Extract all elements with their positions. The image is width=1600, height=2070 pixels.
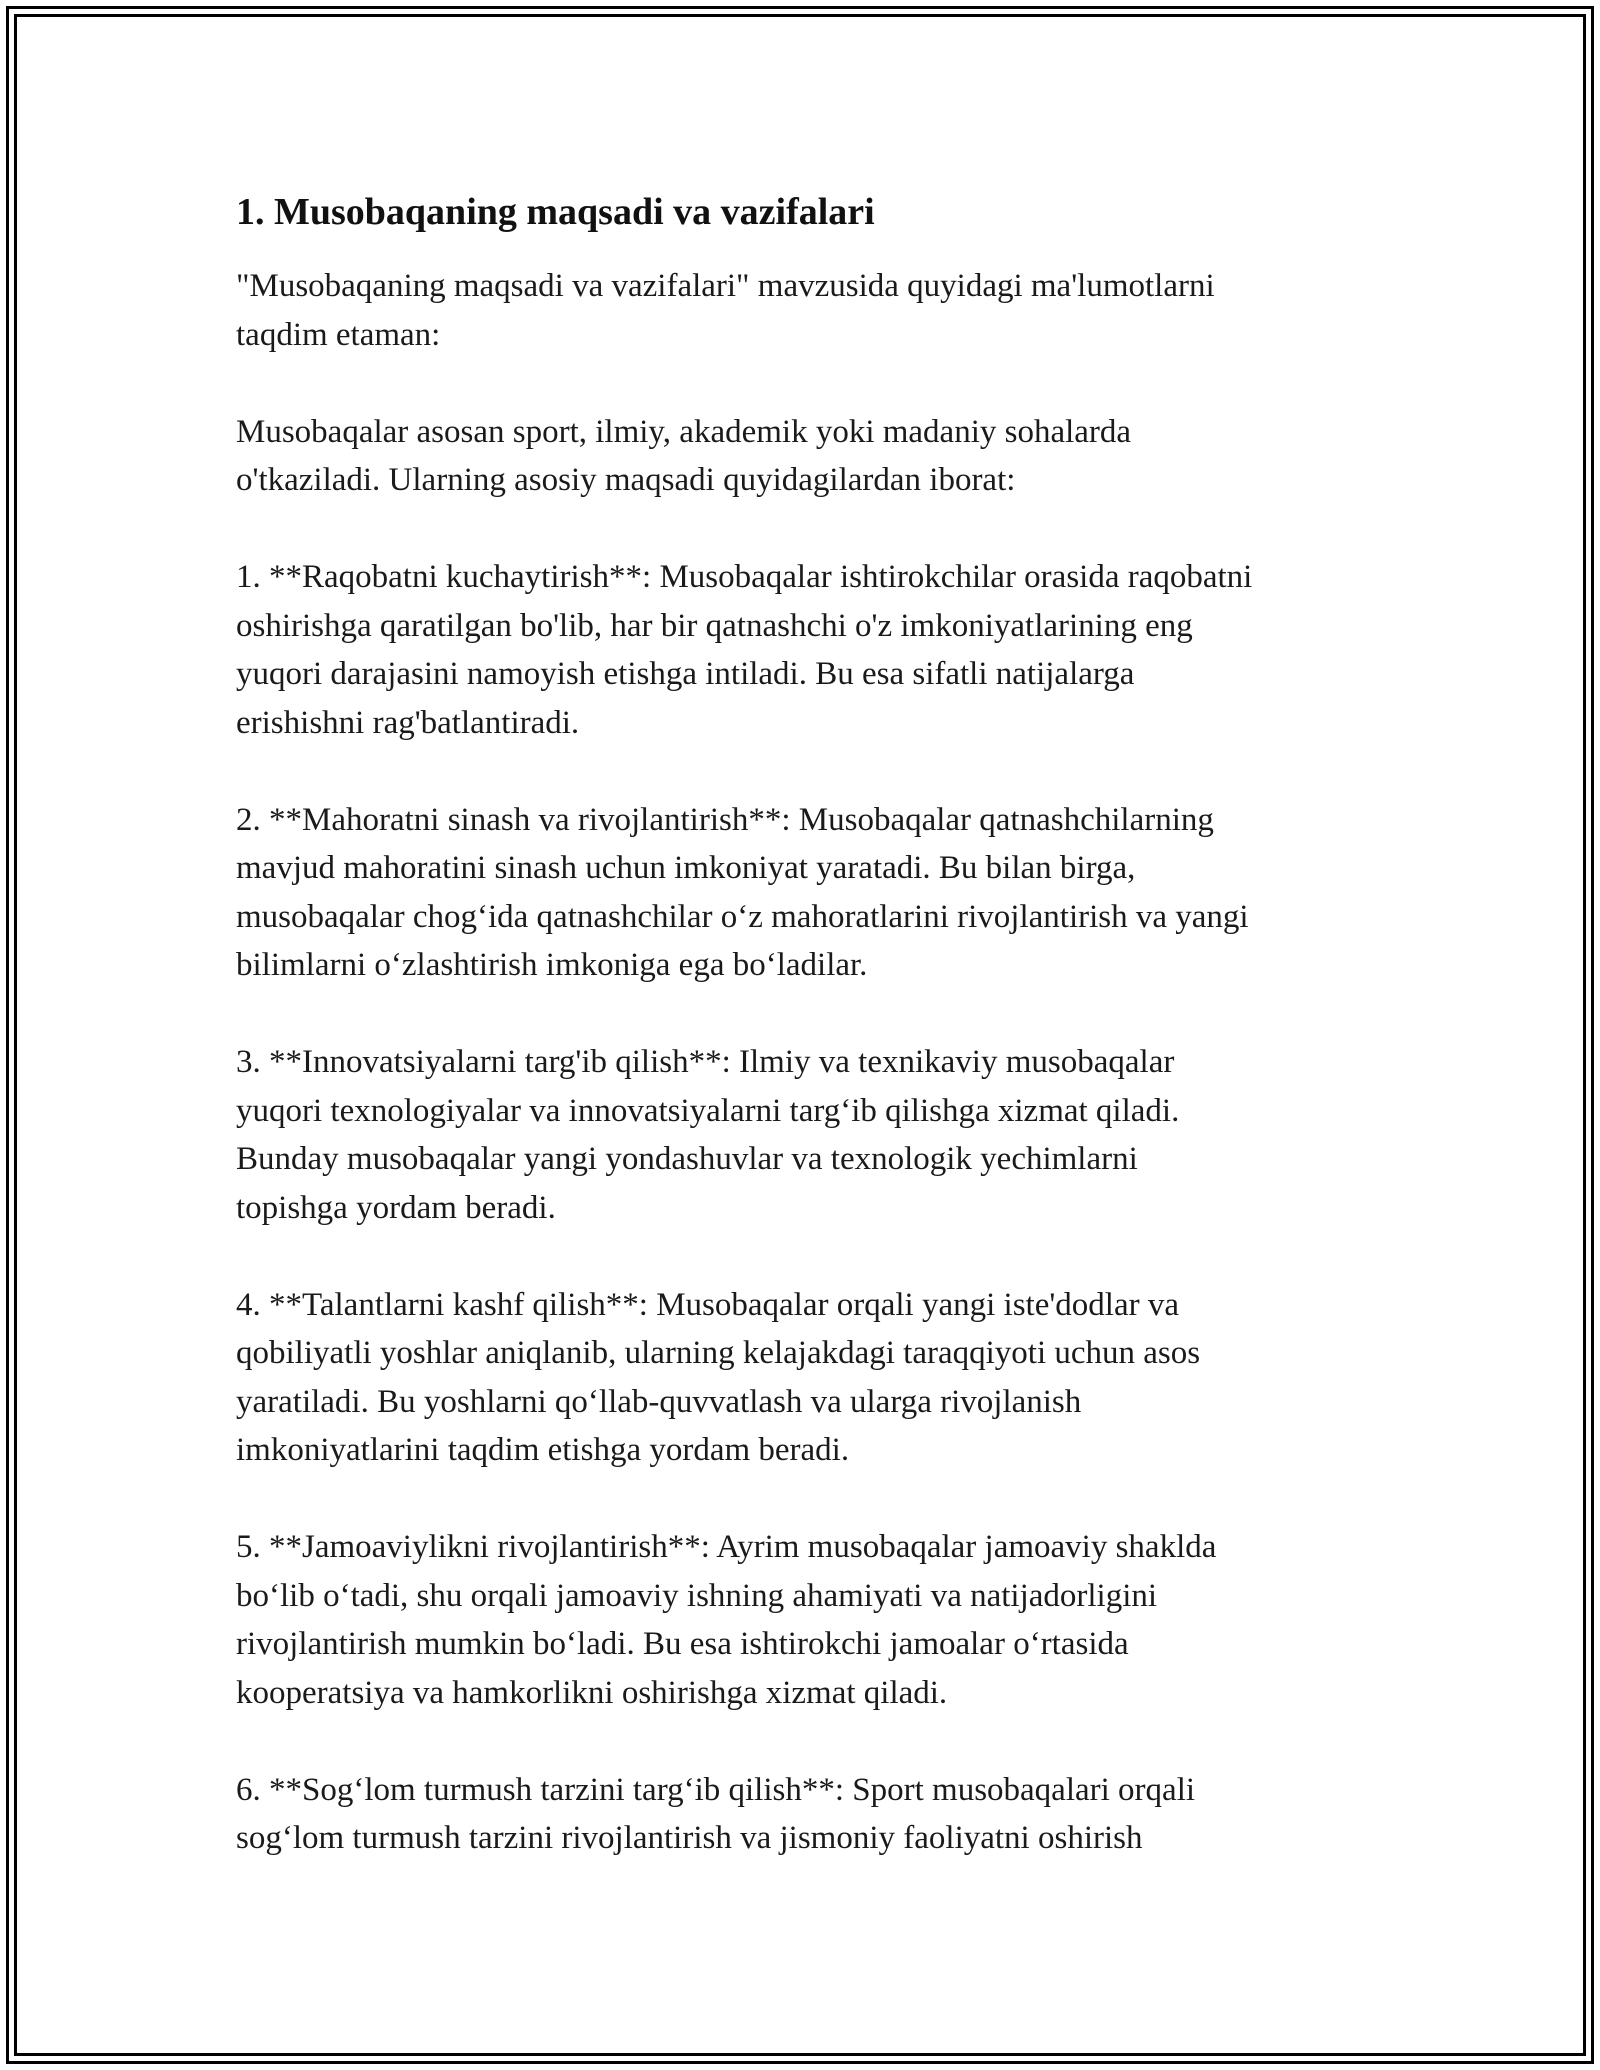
paragraph-line: rivojlantirish mumkin bo‘ladi. Bu esa ishtirokchi jamoalar o‘rtasida	[236, 1626, 1129, 1662]
paragraph-line: 1. **Raqobatni kuchaytirish**: Musobaqalar ishtirokchilar orasida raqobatni	[236, 559, 1253, 595]
paragraph-overview	[236, 408, 1376, 505]
paragraph-line: bo‘lib o‘tadi, shu orqali jamoaviy ishning ahamiyati va natijadorligini	[236, 1577, 1158, 1614]
paragraph-line: erishishni rag'batlantiradi.	[236, 704, 580, 741]
paragraph-line: yuqori darajasini namoyish etishga intiladi. Bu esa sifatli natijalarga	[236, 656, 1135, 692]
paragraph-line: "Musobaqaning maqsadi va vazifalari" mavzusida quyidagi ma'lumotlarni	[236, 268, 1215, 304]
paragraph-line: sog‘lom turmush tarzini rivojlantirish va jismoniy faoliyatni oshirish	[236, 1820, 1143, 1856]
list-item-1	[236, 553, 1376, 747]
paragraph-line: Musobaqalar asosan sport, ilmiy, akademik yoki madaniy sohalarda	[236, 413, 1132, 450]
paragraph-line: oshirishga qaratilgan bo'lib, har bir qatnashchi o'z imkoniyatlarining eng	[236, 607, 1193, 644]
paragraph-line: yuqori texnologiyalar va innovatsiyalarni targ‘ib qilishga xizmat qiladi.	[236, 1092, 1180, 1129]
paragraph-line: yaratiladi. Bu yoshlarni qo‘llab-quvvatlash va ularga rivojlanish	[236, 1383, 1082, 1420]
list-item-2	[236, 796, 1376, 990]
list-item-6	[236, 1766, 1376, 1863]
paragraph-line: 4. **Talantlarni kashf qilish**: Musobaqalar orqali yangi iste'dodlar va	[236, 1286, 1179, 1323]
paragraph-line: o'tkaziladi. Ularning asosiy maqsadi quyidagilardan iborat:	[236, 462, 1016, 498]
paragraph-intro	[236, 262, 1376, 359]
document-heading: 1. Musobaqaning maqsadi va vazifalari	[236, 191, 875, 233]
paragraph-line: 2. **Mahoratni sinash va rivojlantirish**: Musobaqalar qatnashchilarning	[236, 801, 1214, 838]
paragraph-line: musobaqalar chog‘ida qatnashchilar o‘z mahoratlarini rivojlantirish va yangi	[236, 898, 1249, 935]
paragraph-line: 3. **Innovatsiyalarni targ'ib qilish**: Ilmiy va texnikaviy musobaqalar	[236, 1044, 1175, 1080]
paragraph-line: Bunday musobaqalar yangi yondashuvlar va texnologik yechimlarni	[236, 1141, 1138, 1177]
paragraph-line: bilimlarni o‘zlashtirish imkoniga ega bo‘ladilar.	[236, 947, 868, 983]
paragraph-line: qobiliyatli yoshlar aniqlanib, ularning kelajakdagi taraqqiyoti uchun asos	[236, 1335, 1201, 1371]
list-item-4	[236, 1281, 1376, 1475]
document-body	[236, 188, 1376, 1911]
paragraph-line: taqdim etaman:	[236, 316, 441, 353]
paragraph-line: topishga yordam beradi.	[236, 1189, 556, 1226]
list-item-3	[236, 1038, 1376, 1232]
list-item-5	[236, 1523, 1376, 1717]
paragraph-line: 6. **Sog‘lom turmush tarzini targ‘ib qilish**: Sport musobaqalari orqali	[236, 1771, 1196, 1808]
paragraph-line: mavjud mahoratini sinash uchun imkoniyat yaratadi. Bu bilan birga,	[236, 850, 1136, 886]
paragraph-line: kooperatsiya va hamkorlikni oshirishga xizmat qiladi.	[236, 1674, 948, 1711]
paragraph-line: 5. **Jamoaviylikni rivojlantirish**: Ayrim musobaqalar jamoaviy shaklda	[236, 1529, 1217, 1565]
paragraph-line: imkoniyatlarini taqdim etishga yordam beradi.	[236, 1432, 850, 1468]
